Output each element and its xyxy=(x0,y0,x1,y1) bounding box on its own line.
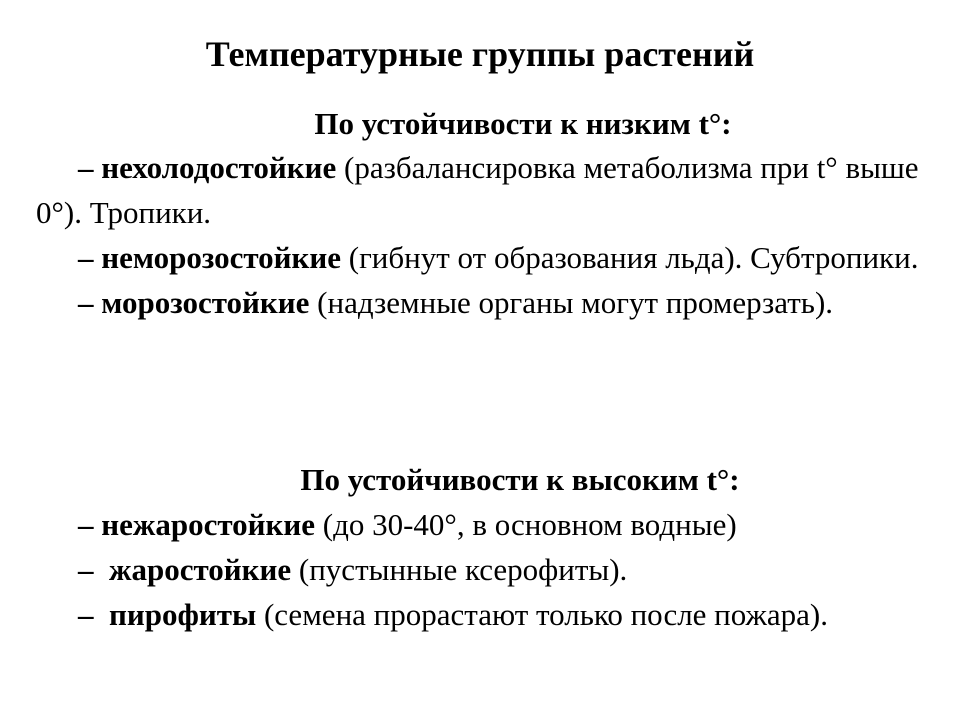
low-temperature-list xyxy=(36,145,936,325)
term: нехолодостойкие xyxy=(101,150,337,185)
term: нежаростойкие xyxy=(101,507,316,542)
description: (до 30-40°, в основном водные) xyxy=(315,507,737,542)
dash: – xyxy=(78,285,102,320)
list-item-high-1 xyxy=(36,547,936,592)
section-heading-low-text: По устойчивости к низким t°: xyxy=(314,106,732,141)
list-item-low-0 xyxy=(36,145,936,235)
section-heading-high-temperature xyxy=(0,460,960,500)
description: (разбалансировка метаболизма при t° выше 0°). Тропики. xyxy=(36,150,927,230)
list-item-high-2 xyxy=(36,592,936,637)
high-temperature-list xyxy=(36,502,936,637)
section-heading-high-text: По устойчивости к высоким t°: xyxy=(300,462,740,497)
dash: – xyxy=(78,597,109,632)
description: (надземные органы могут промерзать). xyxy=(309,285,834,320)
term: жаростойкие xyxy=(109,552,292,587)
slide-title: Температурные группы растений xyxy=(205,34,755,74)
section-heading-low-temperature xyxy=(0,104,960,144)
list-item-low-2 xyxy=(36,280,936,325)
dash: – xyxy=(78,240,102,275)
term: неморозостойкие xyxy=(101,240,342,275)
description: (гибнут от образования льда). Субтропики. xyxy=(341,240,919,275)
dash: – xyxy=(78,552,109,587)
description: (семена прорастают только после пожара). xyxy=(256,597,829,632)
term: пирофиты xyxy=(109,597,257,632)
list-item-low-1 xyxy=(36,235,936,280)
dash: – xyxy=(78,150,102,185)
description: (пустынные ксерофиты). xyxy=(291,552,628,587)
list-item-high-0 xyxy=(36,502,936,547)
term: морозостойкие xyxy=(101,285,310,320)
dash: – xyxy=(78,507,102,542)
